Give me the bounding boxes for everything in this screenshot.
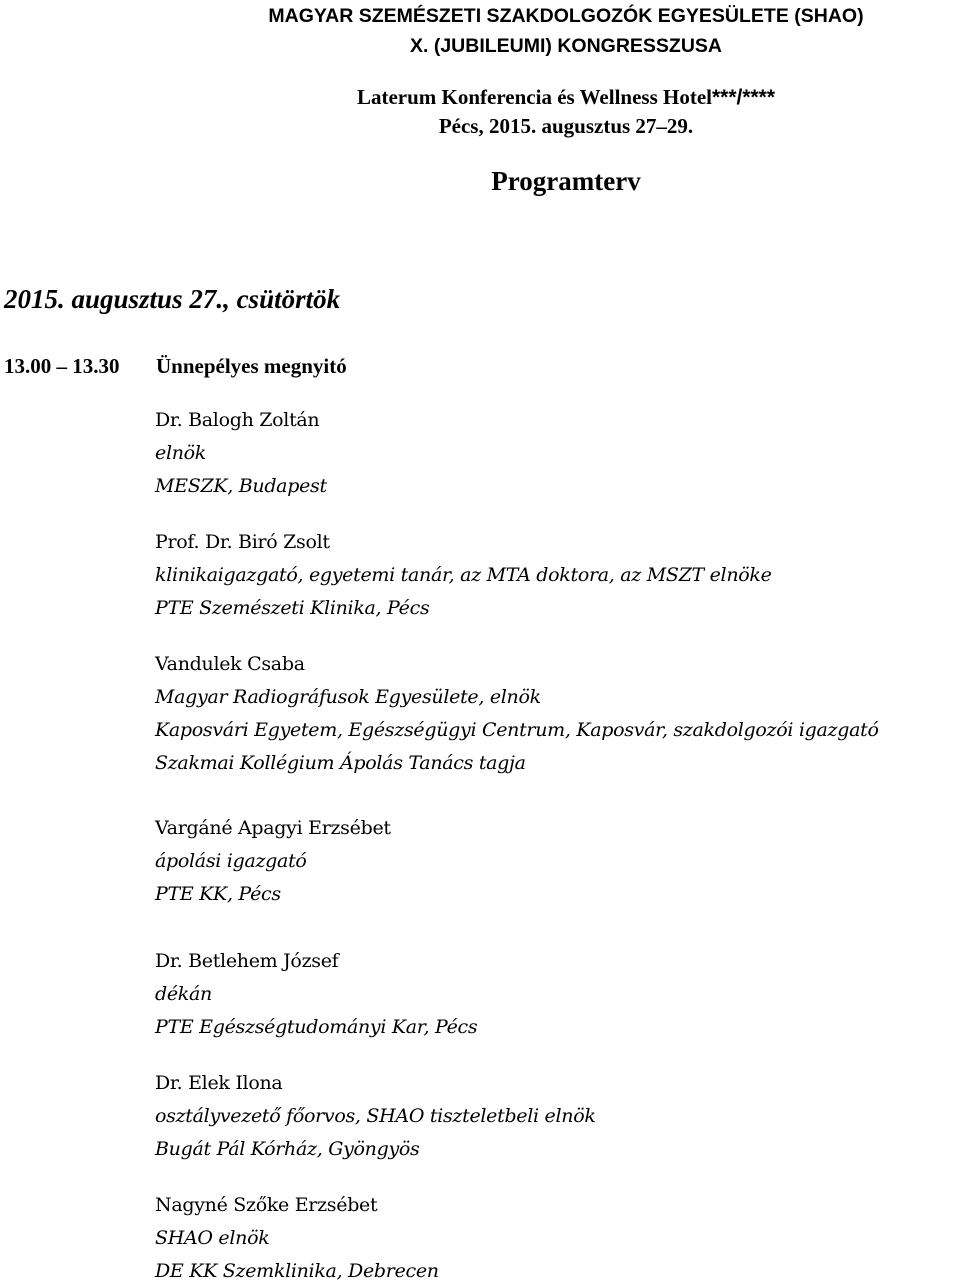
- speaker-title: ápolási igazgató: [155, 850, 307, 872]
- speaker-block: [155, 812, 391, 911]
- speaker-block: [155, 404, 327, 503]
- speaker-block: [155, 648, 879, 780]
- speaker-name: Dr. Balogh Zoltán: [155, 409, 320, 431]
- speaker-affiliation: Kaposvári Egyetem, Egészségügyi Centrum, Kaposvár, szakdolgozói igazgató: [155, 719, 879, 741]
- venue-name: Laterum Konferencia és Wellness Hotel: [356, 85, 712, 109]
- day-heading: 2015. augusztus 27., csütörtök: [4, 284, 341, 314]
- session-time: 13.00 – 13.30: [4, 354, 120, 378]
- speaker-title: Magyar Radiográfusok Egyesülete, elnök: [155, 686, 541, 708]
- speaker-name: Prof. Dr. Biró Zsolt: [155, 531, 330, 553]
- speaker-title: osztályvezető főorvos, SHAO tiszteletbeli elnök: [155, 1105, 596, 1127]
- speaker-affiliation: PTE KK, Pécs: [155, 883, 281, 905]
- organization-name: MAGYAR SZEMÉSZETI SZAKDOLGOZÓK EGYESÜLETE (SHAO): [268, 5, 864, 27]
- venue-line: [0, 85, 960, 110]
- speaker-affiliation: MESZK, Budapest: [155, 475, 327, 497]
- venue-stars: ***/****: [711, 86, 776, 109]
- speaker-block: [155, 1189, 439, 1288]
- speaker-title: elnök: [155, 442, 207, 464]
- speaker-affiliation: PTE Egészségtudományi Kar, Pécs: [155, 1016, 478, 1038]
- speaker-title: SHAO elnök: [155, 1227, 270, 1249]
- speaker-affiliation: DE KK Szemklinika, Debrecen: [155, 1260, 439, 1282]
- session-title: Ünnepélyes megnyitó: [156, 354, 347, 378]
- speaker-title: klinikaigazgató, egyetemi tanár, az MTA doktora, az MSZT elnöke: [155, 564, 772, 586]
- speaker-name: Dr. Elek Ilona: [155, 1072, 283, 1094]
- speaker-name: Nagyné Szőke Erzsébet: [155, 1194, 378, 1216]
- speaker-block: [155, 526, 772, 625]
- speaker-affiliation: Bugát Pál Kórház, Gyöngyös: [155, 1138, 420, 1160]
- speaker-name: Dr. Betlehem József: [155, 950, 339, 972]
- speaker-name: Vargáné Apagyi Erzsébet: [155, 817, 391, 839]
- speaker-affiliation: PTE Szemészeti Klinika, Pécs: [155, 597, 430, 619]
- venue-city-date: Pécs, 2015. augusztus 27–29.: [438, 114, 694, 138]
- speaker-block: [155, 945, 477, 1044]
- speaker-role: Szakmai Kollégium Ápolás Tanács tagja: [155, 752, 526, 774]
- congress-title: X. (JUBILEUMI) KONGRESSZUSA: [409, 35, 723, 57]
- speaker-name: Vandulek Csaba: [155, 653, 305, 675]
- page-title: Programterv: [491, 166, 641, 196]
- speaker-block: [155, 1067, 596, 1166]
- speaker-title: dékán: [155, 983, 212, 1005]
